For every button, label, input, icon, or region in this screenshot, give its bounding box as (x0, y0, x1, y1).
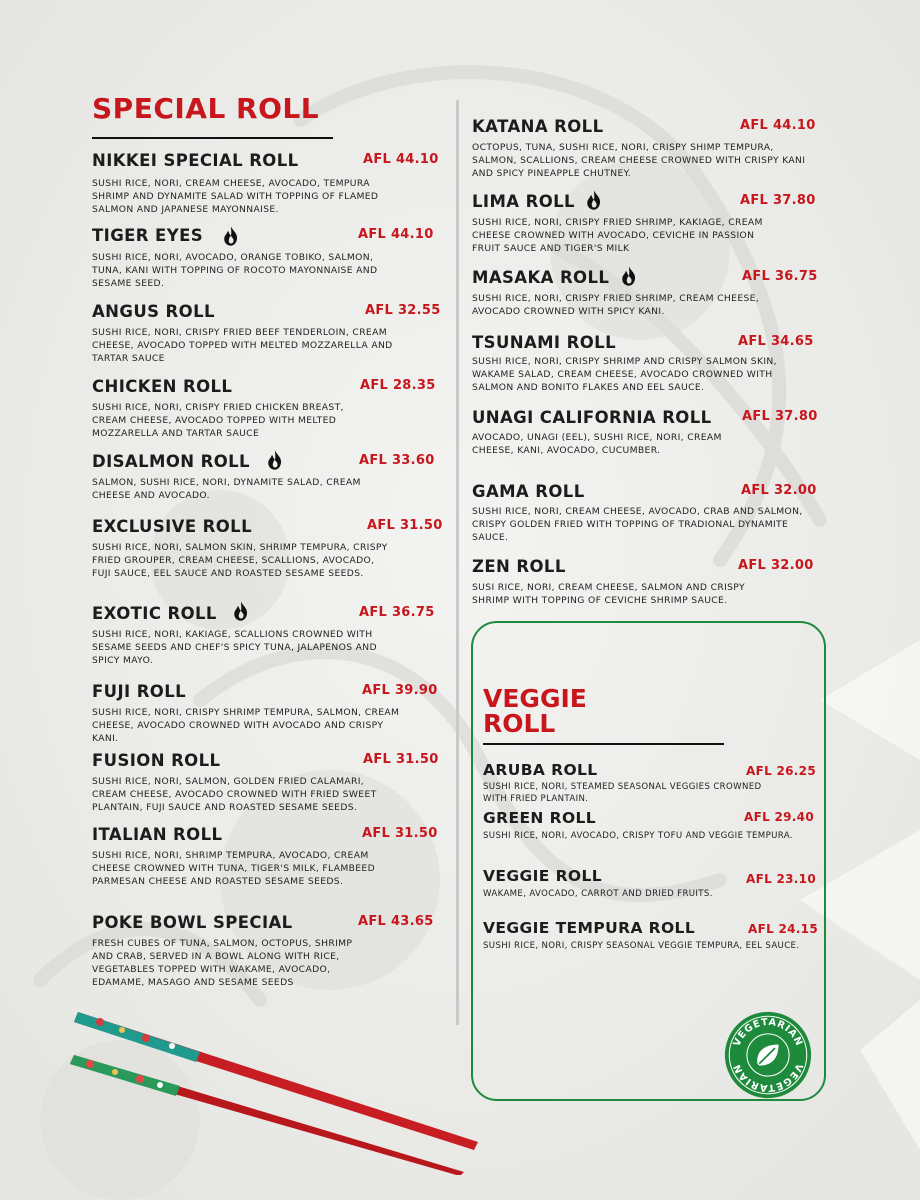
item-description: OCTOPUS, TUNA, SUSHI RICE, NORI, CRISPY SHIMP TEMPURA, SALMON, SCALLIONS, CREAM CHEESE CROWNED WITH CRISPY KANI AND SPICY PINEAPPLE CHUTNEY. (472, 142, 806, 179)
badge-text-top: VEGETARIAN (731, 1016, 805, 1049)
item-name: TIGER EYES (92, 226, 204, 245)
item-price: AFL 44.10 (358, 227, 434, 242)
item-name: LIMA ROLL (472, 192, 575, 211)
item-price: AFL 34.65 (738, 334, 814, 349)
item-price: AFL 24.15 (748, 922, 818, 936)
badge-text-bottom: VEGETARIAN (731, 1061, 805, 1094)
item-name: ANGUS ROLL (92, 302, 215, 321)
item-name: DISALMON ROLL (92, 452, 250, 471)
item-name: VEGGIE ROLL (483, 867, 603, 885)
item-price: AFL 31.50 (367, 518, 443, 533)
special-roll-title: SPECIAL ROLL (92, 92, 320, 125)
item-name: ARUBA ROLL (483, 761, 598, 779)
item-price: AFL 37.80 (740, 193, 816, 208)
item-price: AFL 36.75 (742, 269, 818, 284)
flame-icon (266, 449, 284, 471)
vegetarian-badge (724, 1011, 812, 1099)
item-name: POKE BOWL SPECIAL (92, 913, 293, 932)
item-price: AFL 28.35 (360, 378, 436, 393)
veggie-title-underline (483, 743, 724, 745)
item-description: SUSHI RICE, NORI, CRISPY FRIED BEEF TENDERLOIN, CREAM CHEESE, AVOCADO TOPPED WITH MELTED MOZZARELLA AND TARTAR SAUCE (92, 327, 393, 364)
item-description: SUSHI RICE, NORI, SHRIMP TEMPURA, AVOCADO, CREAM CHEESE CROWNED WITH TUNA, TIGER'S MILK, FLAMBEED PARMESAN CHEESE AND ROASTED SESAME SEEDS. (92, 850, 375, 887)
item-price: AFL 32.00 (738, 558, 814, 573)
item-description: SUSHI RICE, NORI, AVOCADO, CRISPY TOFU AND VEGGIE TEMPURA. (483, 831, 793, 841)
item-description: SUSHI RICE, NORI, SALMON, GOLDEN FRIED CALAMARI, CREAM CHEESE, AVOCADO CROWNED WITH FRIED SWEET PLANTAIN, FUJI SAUCE AND ROASTED SESAME SEEDS. (92, 776, 377, 813)
veggie-roll-title (483, 686, 587, 736)
item-description: AVOCADO, UNAGI (EEL), SUSHI RICE, NORI, CREAM CHEESE, KANI, AVOCADO, CUCUMBER. (472, 432, 722, 456)
veggie-title-line2: ROLL (483, 709, 556, 738)
item-name: GREEN ROLL (483, 809, 597, 827)
title-underline (92, 137, 333, 139)
item-description: SUSI RICE, NORI, CREAM CHEESE, SALMON AND CRISPY SHRIMP WITH TOPPING OF CEVICHE SHRIMP SAUCE. (472, 582, 745, 606)
item-description: FRESH CUBES OF TUNA, SALMON, OCTOPUS, SHRIMP AND CRAB, SERVED IN A BOWL ALONG WITH RICE, VEGETABLES TOPPED WITH WAKAME, AVOCADO, EDAMAME, MASAGO AND SESAME SEEDS (92, 938, 353, 988)
item-name: VEGGIE TEMPURA ROLL (483, 919, 696, 937)
item-description: SUSHI RICE, NORI, CREAM CHEESE, AVOCADO, CRAB AND SALMON, CRISPY GOLDEN FRIED WITH TOPPING OF TRADIONAL DYNAMITE SAUCE. (472, 506, 803, 543)
item-description: SUSHI RICE, NORI, CRISPY FRIED CHICKEN BREAST, CREAM CHEESE, AVOCADO TOPPED WITH MELTED MOZZARELLA AND TARTAR SAUCE (92, 402, 344, 439)
item-name: CHICKEN ROLL (92, 377, 233, 396)
item-name: FUJI ROLL (92, 682, 187, 701)
item-description: SUSHI RICE, NORI, SALMON SKIN, SHRIMP TEMPURA, CRISPY FRIED GROUPER, CREAM CHEESE, SCALLIONS, AVOCADO, FUJI SAUCE, EEL SAUCE AND ROASTED SESAME SEEDS. (92, 542, 388, 579)
item-name: ITALIAN ROLL (92, 825, 223, 844)
item-name: GAMA ROLL (472, 482, 585, 501)
item-description: WAKAME, AVOCADO, CARROT AND DRIED FRUITS. (483, 889, 713, 899)
item-price: AFL 43.65 (358, 914, 434, 929)
item-price: AFL 29.40 (744, 810, 814, 824)
item-description: SUSHI RICE, NORI, CREAM CHEESE, AVOCADO, TEMPURA SHRIMP AND DYNAMITE SALAD WITH TOPPING OF FLAMED SALMON AND JAPANESE MAYONNAISE. (92, 178, 379, 215)
item-name: MASAKA ROLL (472, 268, 610, 287)
flame-icon (620, 265, 638, 287)
flame-icon (585, 189, 603, 211)
item-name: NIKKEI SPECIAL ROLL (92, 151, 299, 170)
item-price: AFL 44.10 (740, 118, 816, 133)
item-price: AFL 33.60 (359, 453, 435, 468)
item-price: AFL 31.50 (363, 752, 439, 767)
item-price: AFL 39.90 (362, 683, 438, 698)
item-name: TSUNAMI ROLL (472, 333, 616, 352)
veggie-title-line1: VEGGIE (483, 684, 587, 713)
item-price: AFL 32.00 (741, 483, 817, 498)
item-description: SUSHI RICE, NORI, STEAMED SEASONAL VEGGIES CROWNED WITH FRIED PLANTAIN. (483, 782, 762, 804)
item-price: AFL 26.25 (746, 764, 816, 778)
item-price: AFL 32.55 (365, 303, 441, 318)
item-description: SUSHI RICE, NORI, CRISPY FRIED SHRIMP, KAKIAGE, CREAM CHEESE CROWNED WITH AVOCADO, CEVICHE IN PASSION FRUIT SAUCE AND TIGER'S MILK (472, 217, 763, 254)
item-description: SUSHI RICE, NORI, CRISPY SHRIMP AND CRISPY SALMON SKIN, WAKAME SALAD, CREAM CHEESE, AVOCADO CROWNED WITH SALMON AND BONITO FLAKES AND EEL SAUCE. (472, 356, 777, 393)
item-name: KATANA ROLL (472, 117, 604, 136)
item-price: AFL 36.75 (359, 605, 435, 620)
item-description: SUSHI RICE, NORI, CRISPY FRIED SHRIMP, CREAM CHEESE, AVOCADO CROWNED WITH SPICY KANI. (472, 293, 760, 317)
item-name: EXCLUSIVE ROLL (92, 517, 253, 536)
item-description: SUSHI RICE, NORI, CRISPY SHRIMP TEMPURA, SALMON, CREAM CHEESE, AVOCADO CROWNED WITH AVOCADO AND CRISPY KANI. (92, 707, 400, 744)
item-description: SALMON, SUSHI RICE, NORI, DYNAMITE SALAD, CREAM CHEESE AND AVOCADO. (92, 477, 361, 501)
chopsticks-decoration (60, 1000, 480, 1175)
item-price: AFL 37.80 (742, 409, 818, 424)
item-name: ZEN ROLL (472, 557, 566, 576)
flame-icon (232, 600, 250, 622)
flame-icon (222, 225, 240, 247)
item-description: SUSHI RICE, NORI, AVOCADO, ORANGE TOBIKO, SALMON, TUNA, KANI WITH TOPPING OF ROCOTO MAYONNAISE AND SESAME SEED. (92, 252, 378, 289)
item-price: AFL 23.10 (746, 872, 816, 886)
item-price: AFL 31.50 (362, 826, 438, 841)
item-description: SUSHI RICE, NORI, KAKIAGE, SCALLIONS CROWNED WITH SESAME SEEDS AND CHEF'S SPICY TUNA, JALAPENOS AND SPICY MAYO. (92, 629, 377, 666)
item-price: AFL 44.10 (363, 152, 439, 167)
item-name: EXOTIC ROLL (92, 604, 217, 623)
item-description: SUSHI RICE, NORI, CRISPY SEASONAL VEGGIE TEMPURA, EEL SAUCE. (483, 941, 800, 951)
item-name: UNAGI CALIFORNIA ROLL (472, 408, 712, 427)
column-divider (456, 100, 459, 1025)
item-name: FUSION ROLL (92, 751, 221, 770)
